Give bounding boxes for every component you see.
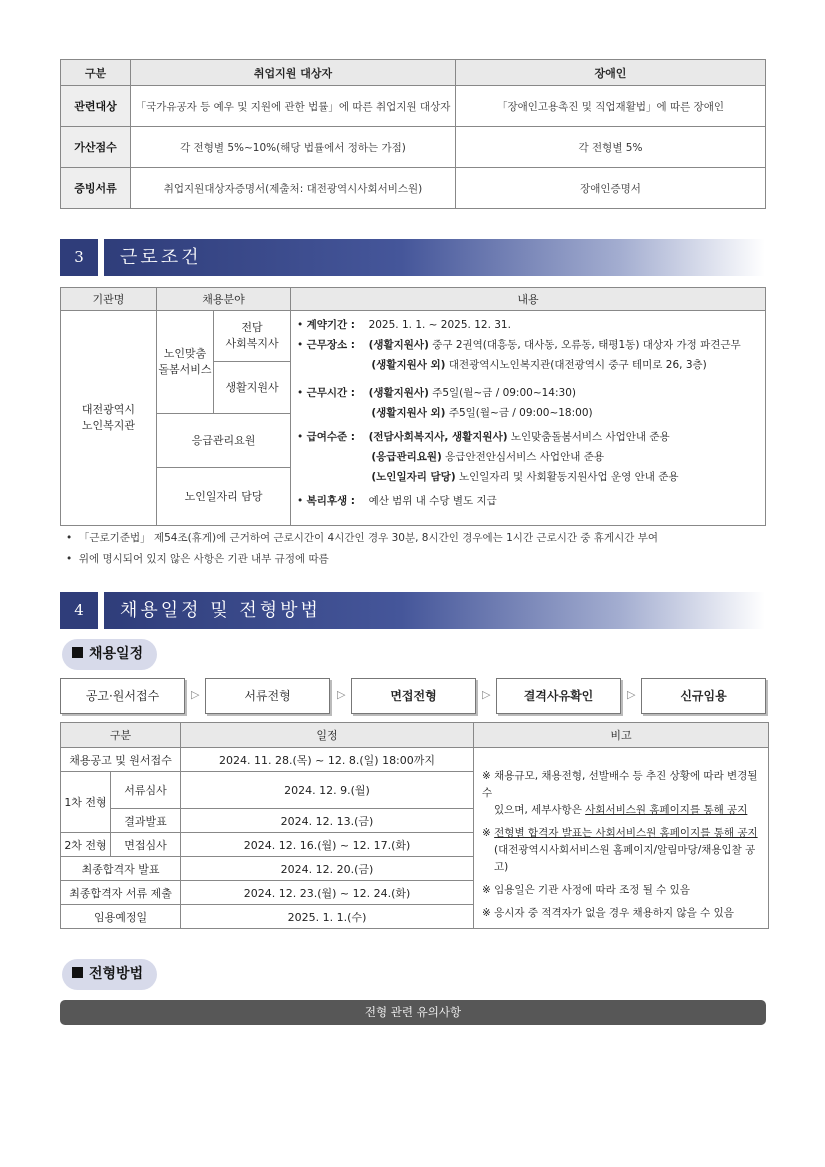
pay-line xyxy=(297,427,759,447)
schedule-date: 2025. 1. 1.(수) xyxy=(181,905,474,929)
org-name: 대전광역시 노인복지관 xyxy=(61,311,157,526)
header-cell: 기관명 xyxy=(61,288,157,311)
table-row xyxy=(61,168,766,209)
field-group: 노인맞춤 돌봄서비스 xyxy=(157,311,214,414)
table-cell: 장애인증명서 xyxy=(456,168,766,209)
schedule-date: 2024. 12. 9.(월) xyxy=(181,772,474,809)
remark-text: (대전광역시사회서비스원 홈페이지/알림마당/채용입찰 공고) xyxy=(494,844,756,873)
remark-underlined: 전형별 합격자 발표는 사회서비스원 홈페이지를 통해 공지 xyxy=(494,827,758,839)
conditions-content xyxy=(291,311,766,526)
remark-text: ※ 채용규모, 채용전형, 선발배수 등 추진 상황에 따라 변경될 수 xyxy=(482,770,758,799)
pay3-tag: (노인일자리 담당) xyxy=(371,471,456,483)
header-cell: 취업지원 대상자 xyxy=(131,60,456,86)
bullet: • xyxy=(297,495,304,507)
note-text: 「근로기준법」 제54조(휴게)에 근거하여 근로시간이 4시간인 경우 30분, 8시간인 경우에는 1시간 근로시간 중 휴게시간 부여 xyxy=(78,532,659,544)
pay2-value: 응급안전안심서비스 사업안내 준용 xyxy=(441,451,604,463)
row-label: 채용공고 및 원서접수 xyxy=(61,748,181,772)
bullet: • xyxy=(297,431,304,443)
welfare-value: 예산 범위 내 수당 별도 지급 xyxy=(368,495,497,507)
working-conditions-table xyxy=(60,287,766,526)
section-title: 채용일정 및 전형방법 xyxy=(104,592,765,629)
table-row xyxy=(61,86,766,127)
field-name: 노인일자리 담당 xyxy=(157,468,291,526)
time2-tag: (생활지원사 외) xyxy=(371,407,446,419)
place-label: 근무장소 : xyxy=(306,339,355,351)
pay-label: 급여수준 : xyxy=(306,431,355,443)
remark-text: 있으며, 세부사항은 xyxy=(494,804,586,816)
row-label: 서류심사 xyxy=(111,772,181,809)
contract-value: 2025. 1. 1. ~ 2025. 12. 31. xyxy=(368,319,511,331)
eligibility-table xyxy=(60,59,766,209)
note-line xyxy=(66,551,329,566)
remarks xyxy=(482,768,760,922)
bullet: • xyxy=(66,553,73,565)
field-name: 응급관리요원 xyxy=(157,414,291,468)
row-label: 임용예정일 xyxy=(61,905,181,929)
note-text: 위에 명시되어 있지 않은 사항은 기관 내부 규정에 따름 xyxy=(78,553,329,565)
row-label: 결과발표 xyxy=(111,809,181,833)
table-row xyxy=(61,748,769,772)
header-cell: 비고 xyxy=(474,723,769,748)
table-row xyxy=(61,127,766,168)
table-cell: 「국가유공자 등 예우 및 지원에 관한 법률」에 따른 취업지원 대상자 xyxy=(131,86,456,127)
pay1-tag: (전담사회복지사, 생활지원사) xyxy=(368,431,508,443)
section-title: 근로조건 xyxy=(104,239,765,276)
place2-tag: (생활지원사 외) xyxy=(371,359,446,371)
note-line xyxy=(66,530,658,545)
remark-underlined: 사회서비스원 홈페이지를 통해 공지 xyxy=(585,804,748,816)
stage-label: 2차 전형 xyxy=(61,833,111,857)
time1-tag: (생활지원사) xyxy=(368,387,429,399)
pay-line-2 xyxy=(297,447,759,467)
remark-item xyxy=(482,825,760,876)
header-cell: 채용분야 xyxy=(157,288,291,311)
contract-line xyxy=(297,315,759,335)
time-line-2 xyxy=(297,403,759,423)
row-label: 최종합격자 서류 제출 xyxy=(61,881,181,905)
time-label: 근무시간 : xyxy=(306,387,355,399)
bullet: • xyxy=(297,387,304,399)
row-label: 관련대상 xyxy=(61,86,131,127)
place1-value: 중구 2권역(대흥동, 대사동, 오류동, 태평1동) 대상자 가정 파견근무 xyxy=(428,339,741,351)
pay3-value: 노인일자리 및 사회활동지원사업 운영 안내 준용 xyxy=(455,471,679,483)
table-cell: 「장애인고용촉진 및 직업재활법」에 따른 장애인 xyxy=(456,86,766,127)
table-row xyxy=(61,311,766,362)
bullet: • xyxy=(66,532,73,544)
row-label: 증빙서류 xyxy=(61,168,131,209)
square-icon xyxy=(72,647,83,658)
time1-value: 주5일(월~금 / 09:00~14:30) xyxy=(428,387,576,399)
schedule-date: 2024. 12. 13.(금) xyxy=(181,809,474,833)
remark-text: ※ xyxy=(482,827,495,839)
schedule-date: 2024. 12. 20.(금) xyxy=(181,857,474,881)
flow-step: 공고·원서접수 xyxy=(60,678,185,714)
table-header-row xyxy=(61,288,766,311)
flow-step: 결격사유확인 xyxy=(496,678,621,714)
section-header-4 xyxy=(60,592,765,629)
contract-label: 계약기간 : xyxy=(306,319,355,331)
subsection-schedule xyxy=(62,639,157,670)
table-cell: 각 전형별 5% xyxy=(456,127,766,168)
row-label: 면접심사 xyxy=(111,833,181,857)
pay-line-3 xyxy=(297,467,759,487)
time2-value: 주5일(월~금 / 09:00~18:00) xyxy=(445,407,593,419)
table-header-row xyxy=(61,60,766,86)
notice-bar: 전형 관련 유의사항 xyxy=(60,1000,766,1025)
flow-step: 서류전형 xyxy=(205,678,330,714)
flow-step: 신규임용 xyxy=(641,678,766,714)
field-name: 전담 사회복지사 xyxy=(214,311,291,362)
remark-item: ※ 응시자 중 적격자가 없을 경우 채용하지 않을 수 있음 xyxy=(482,907,734,919)
arrow-icon: ▷ xyxy=(482,688,491,701)
subsection-method xyxy=(62,959,157,990)
bullet: • xyxy=(297,319,304,331)
arrow-icon: ▷ xyxy=(337,688,346,701)
bullet: • xyxy=(297,339,304,351)
section-header-3 xyxy=(60,239,765,276)
subsection-title: 채용일정 xyxy=(89,646,144,662)
pay2-tag: (응급관리요원) xyxy=(371,451,442,463)
field-name: 생활지원사 xyxy=(214,362,291,414)
arrow-icon: ▷ xyxy=(627,688,636,701)
place-line-2 xyxy=(297,355,759,375)
remark-item: ※ 임용일은 기관 사정에 따라 조정 될 수 있음 xyxy=(482,884,690,896)
time-line xyxy=(297,383,759,403)
remarks-cell xyxy=(474,748,769,929)
flow-step: 면접전형 xyxy=(351,678,476,714)
pay1-value: 노인맞춤돌봄서비스 사업안내 준용 xyxy=(507,431,670,443)
row-label: 최종합격자 발표 xyxy=(61,857,181,881)
arrow-icon: ▷ xyxy=(191,688,200,701)
subsection-title: 전형방법 xyxy=(89,966,144,982)
section-number: 4 xyxy=(60,592,98,629)
header-cell: 구분 xyxy=(61,60,131,86)
row-label: 가산점수 xyxy=(61,127,131,168)
header-cell: 내용 xyxy=(291,288,766,311)
header-cell: 일정 xyxy=(181,723,474,748)
place1-tag: (생활지원사) xyxy=(368,339,429,351)
welfare-label: 복리후생 : xyxy=(306,495,355,507)
stage-label: 1차 전형 xyxy=(61,772,111,833)
remark-item xyxy=(482,768,760,819)
schedule-date: 2024. 12. 16.(월) ~ 12. 17.(화) xyxy=(181,833,474,857)
header-cell: 장애인 xyxy=(456,60,766,86)
table-cell: 각 전형별 5%~10%(해당 법률에서 정하는 가점) xyxy=(131,127,456,168)
schedule-date: 2024. 11. 28.(목) ~ 12. 8.(일) 18:00까지 xyxy=(181,748,474,772)
square-icon xyxy=(72,967,83,978)
table-cell: 취업지원대상자증명서(제출처: 대전광역시사회서비스원) xyxy=(131,168,456,209)
table-header-row xyxy=(61,723,769,748)
header-cell: 구분 xyxy=(61,723,181,748)
welfare-line xyxy=(297,491,759,511)
schedule-date: 2024. 12. 23.(월) ~ 12. 24.(화) xyxy=(181,881,474,905)
section-number: 3 xyxy=(60,239,98,276)
place2-value: 대전광역시노인복지관(대전광역시 중구 테미로 26, 3층) xyxy=(445,359,707,371)
place-line xyxy=(297,335,759,355)
schedule-table xyxy=(60,722,769,929)
